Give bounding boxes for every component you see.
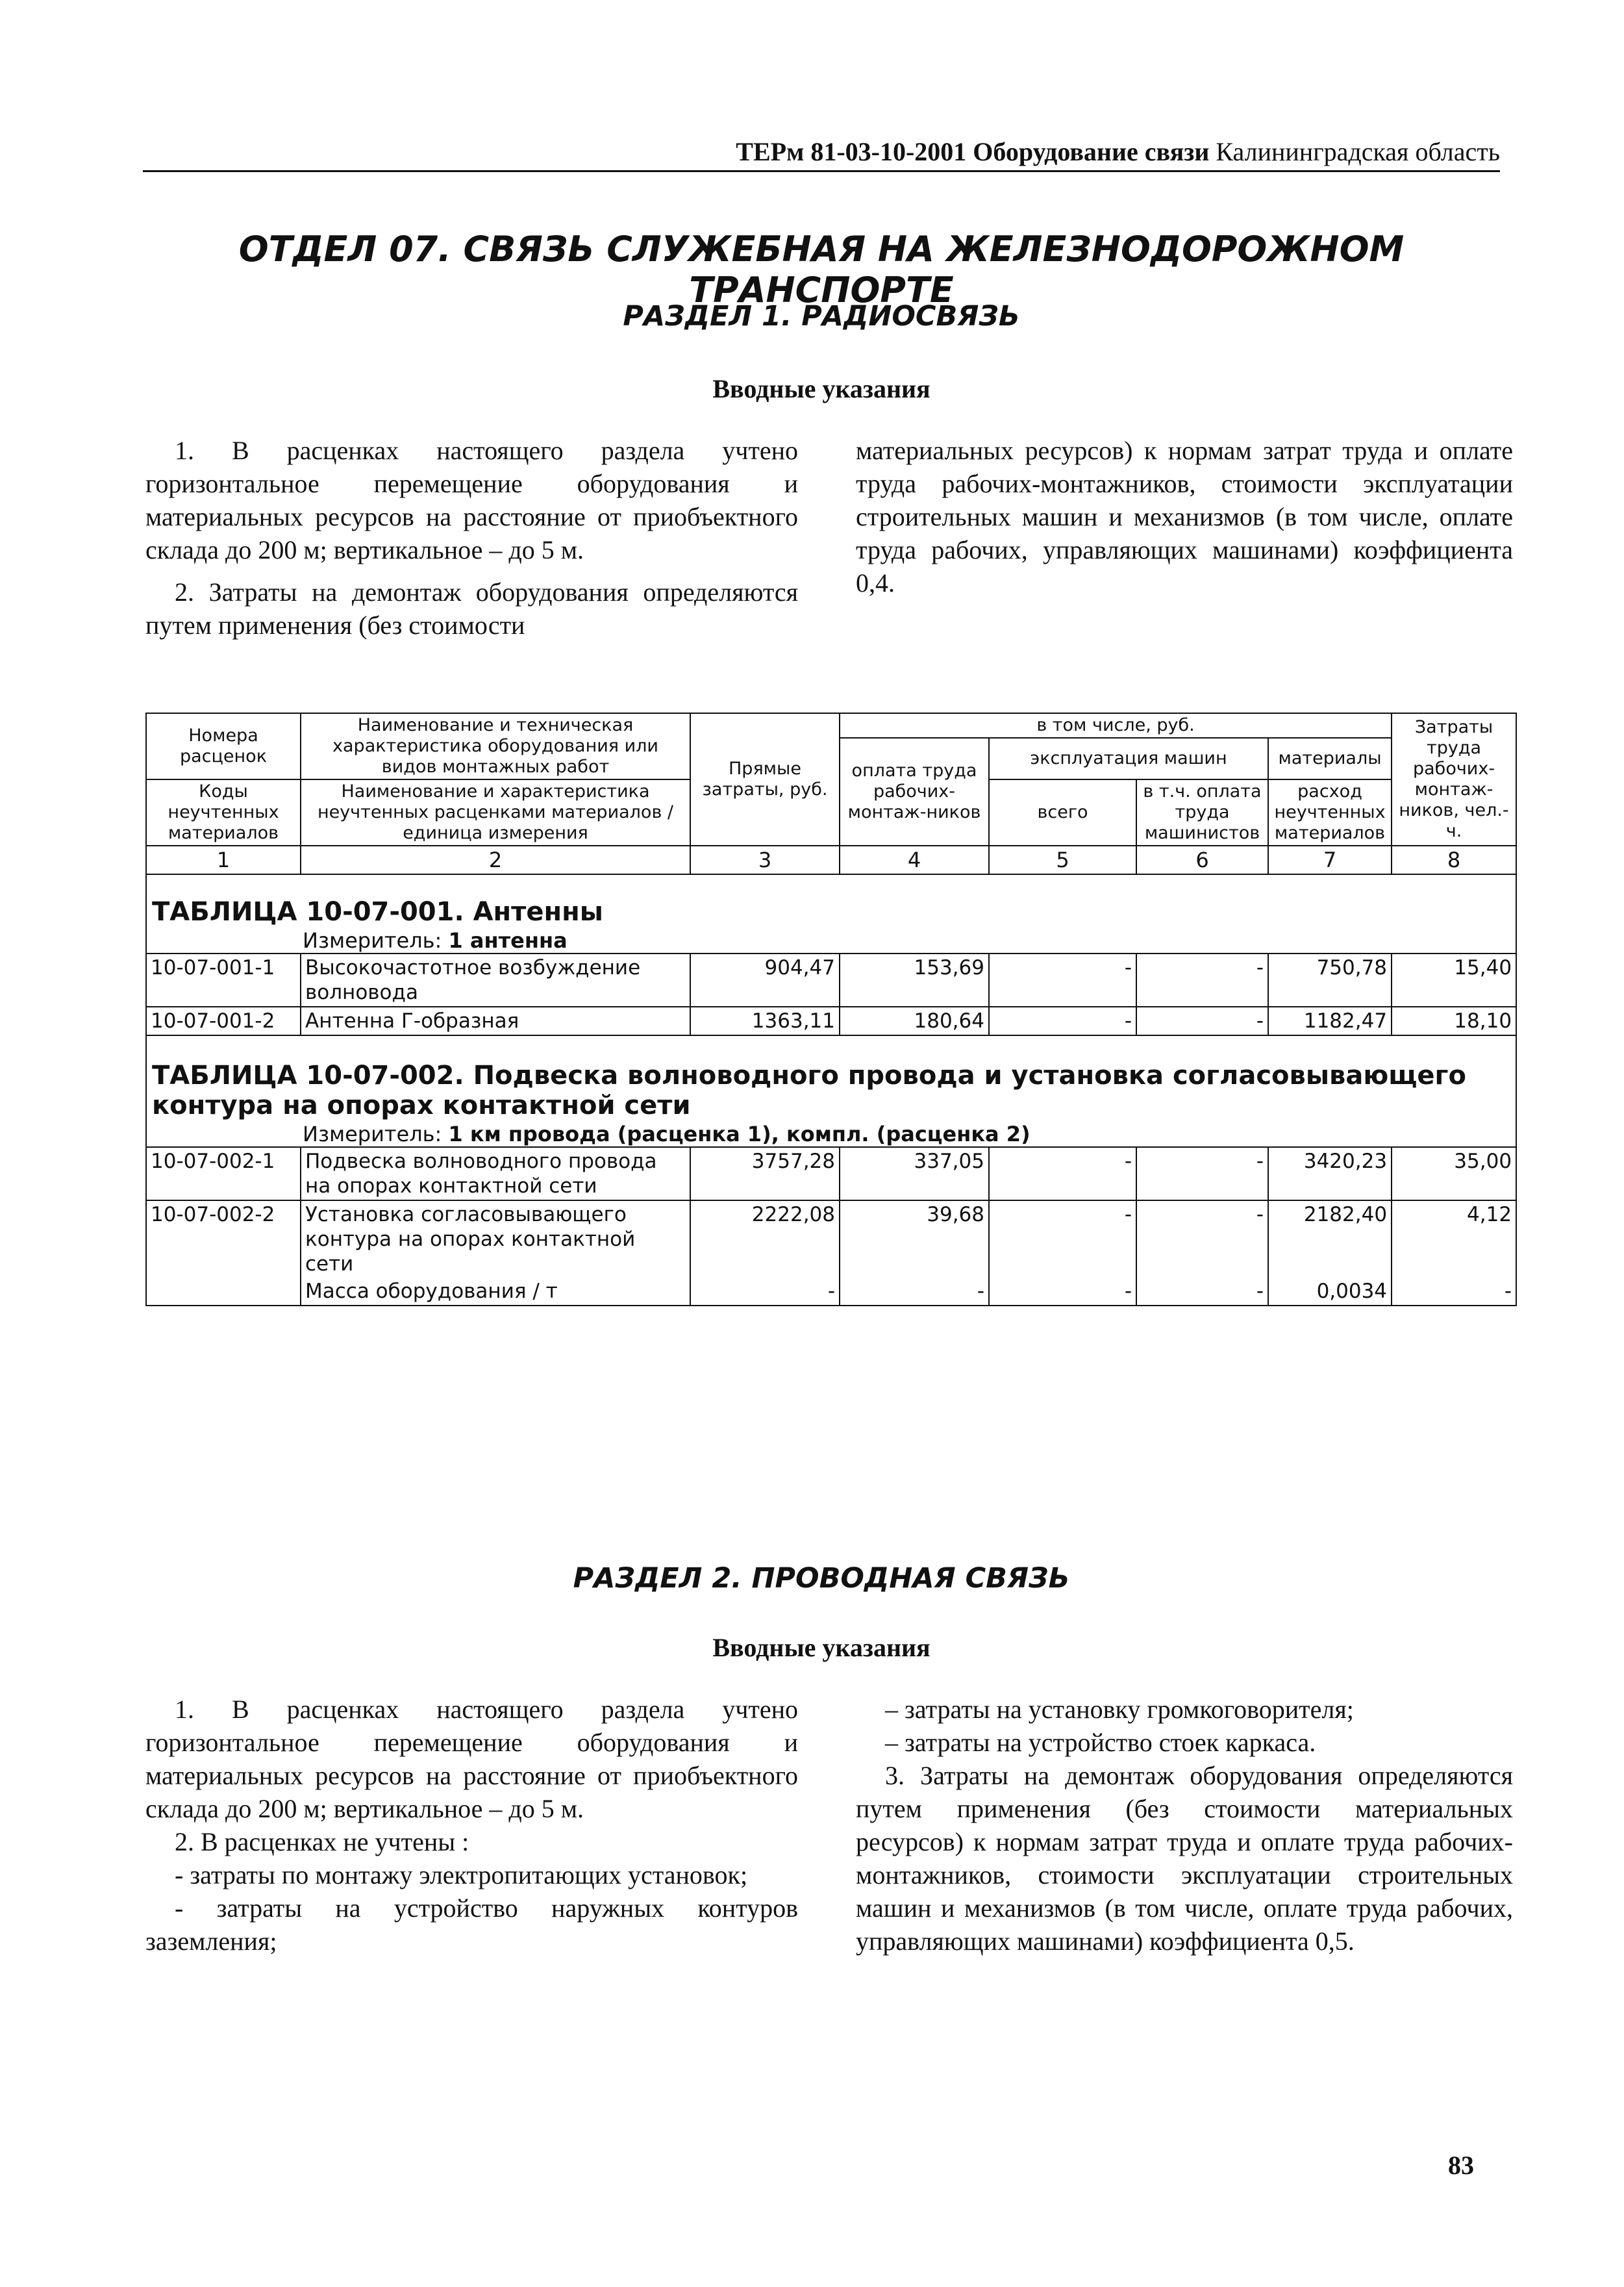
materials-cost: 3420,23 — [1268, 1147, 1392, 1200]
machinists-pay: - — [1136, 1007, 1268, 1035]
group-meter — [146, 1122, 1516, 1147]
machines-total: - — [989, 1007, 1136, 1035]
materials-cost: 0,0034 — [1268, 1278, 1392, 1306]
hdr-labor-hours: Затраты труда рабочих-монтаж-ников, чел.-ч. — [1392, 713, 1516, 846]
machines-total: - — [989, 1278, 1136, 1306]
labor-hours: 18,10 — [1392, 1007, 1516, 1035]
col-num: 6 — [1136, 846, 1268, 874]
hdr-materials-cost: расход неучтенных материалов — [1268, 779, 1392, 846]
hdr-direct-costs: Прямые затраты, руб. — [690, 713, 840, 846]
labor-pay: 39,68 — [840, 1200, 989, 1278]
section2-item-1: - затраты по монтажу электропитающих установок; — [175, 1860, 748, 1889]
materials-cost: 2182,40 — [1268, 1200, 1392, 1278]
hdr-including: в том числе, руб. — [840, 713, 1392, 738]
hdr-materials: материалы — [1268, 738, 1392, 779]
group-meter-row — [146, 1122, 1516, 1147]
section1-para-1: 1. В расценках настоящего раздела учтено горизонтальное перемещение оборудования и материальных ресурсов на расстояние от приобъектного склада до 200 м; вертикальное – до 5 м. — [145, 436, 798, 564]
labor-hours: - — [1392, 1278, 1516, 1306]
labor-pay: 337,05 — [840, 1147, 989, 1200]
machinists-pay: - — [1136, 1200, 1268, 1278]
machines-total: - — [989, 1147, 1136, 1200]
rate-name: Установка согласовывающего контура на опорах контактной сети — [301, 1200, 690, 1278]
machinists-pay: - — [1136, 1147, 1268, 1200]
column-numbers-row — [146, 846, 1516, 874]
section2-item-4: – затраты на устройство стоек каркаса. — [885, 1728, 1316, 1757]
labor-hours: 4,12 — [1392, 1200, 1516, 1278]
table-row-material — [146, 1278, 1516, 1306]
group-meter — [146, 928, 1516, 954]
header-row-1 — [146, 713, 1516, 738]
table-row — [146, 1007, 1516, 1035]
materials-cost: 750,78 — [1268, 954, 1392, 1007]
group-meter-row — [146, 928, 1516, 954]
rate-code: 10-07-002-1 — [146, 1147, 301, 1200]
meter-value: 1 антенна — [448, 928, 568, 953]
table-row — [146, 1200, 1516, 1278]
labor-pay: 153,69 — [840, 954, 989, 1007]
labor-pay: - — [840, 1278, 989, 1306]
direct-costs: 904,47 — [690, 954, 840, 1007]
hdr-machines: эксплуатация машин — [989, 738, 1268, 779]
hdr-machinists-pay: в т.ч. оплата труда машинистов — [1136, 779, 1268, 846]
section2-right-column — [856, 1693, 1513, 1958]
col-num: 3 — [690, 846, 840, 874]
rate-code: 10-07-001-1 — [146, 954, 301, 1007]
hdr-rate-numbers: Номера расценок — [146, 713, 301, 779]
section1-right-column — [856, 434, 1513, 600]
header-region: Калининградская область — [1216, 137, 1500, 166]
meter-value: 1 км провода (расценка 1), компл. (расценка 2) — [448, 1122, 1031, 1146]
materials-cost: 1182,47 — [1268, 1007, 1392, 1035]
hdr-machines-total: всего — [989, 779, 1136, 846]
col-num: 8 — [1392, 846, 1516, 874]
section2-left-column — [145, 1693, 798, 1958]
meter-label: Измеритель: — [303, 928, 442, 953]
machines-total: - — [989, 1200, 1136, 1278]
col-num: 7 — [1268, 846, 1392, 874]
rate-name: Подвеска волноводного провода на опорах контактной сети — [301, 1147, 690, 1200]
rate-code: 10-07-001-2 — [146, 1007, 301, 1035]
machinists-pay: - — [1136, 1278, 1268, 1306]
page-number: 83 — [1448, 2151, 1474, 2180]
material-name: Масса оборудования / т — [301, 1278, 690, 1306]
section1-left-column — [145, 434, 798, 642]
hdr-codes: Коды неучтенных материалов — [146, 779, 301, 846]
rates-table — [145, 713, 1517, 1306]
section2-para-3: 3. Затраты на демонтаж оборудования определяются путем применения (без стоимости материальных ресурсов) к нормам затрат труда и оплате труда рабочих-монтажников, стоимости эксплуатации строительных машин и механизмов (в том числе, оплате труда рабочих, управляющих машинами) коэффициента 0,5. — [856, 1761, 1513, 1956]
table-row — [146, 954, 1516, 1007]
direct-costs: - — [690, 1278, 840, 1306]
hdr-name-bottom: Наименование и характеристика неучтенных расценками материалов / единица измерения — [301, 779, 690, 846]
section1-title: РАЗДЕЛ 1. РАДИОСВЯЗЬ — [623, 300, 1020, 333]
labor-pay: 180,64 — [840, 1007, 989, 1035]
running-header — [143, 136, 1500, 169]
col-num: 2 — [301, 846, 690, 874]
rate-name: Высокочастотное возбуждение волновода — [301, 954, 690, 1007]
section1-para-2-continued: материальных ресурсов) к нормам затрат труда и оплате труда рабочих-монтажников, стоимости эксплуатации строительных машин и механизмов (в том числе, оплате труда рабочих, управляющих машинами) коэффициента 0,4. — [856, 436, 1513, 598]
section2-title: РАЗДЕЛ 2. ПРОВОДНАЯ СВЯЗЬ — [573, 1562, 1070, 1595]
col-num: 1 — [146, 846, 301, 874]
table-row — [146, 1147, 1516, 1200]
department-title: ОТДЕЛ 07. СВЯЗЬ СЛУЖЕБНАЯ НА ЖЕЛЕЗНОДОРОЖНОМ ТРАНСПОРТЕ — [238, 229, 1405, 310]
group-title: ТАБЛИЦА 10-07-002. Подвеска волноводного провода и установка согласовывающего контура на опорах контактной сети — [146, 1035, 1516, 1122]
col-num: 5 — [989, 846, 1136, 874]
section2-intro-title: Вводные указания — [712, 1633, 931, 1662]
machinists-pay: - — [1136, 954, 1268, 1007]
col-num: 4 — [840, 846, 989, 874]
hdr-labor-pay: оплата труда рабочих-монтаж-ников — [840, 738, 989, 846]
header-topic: Оборудование связи — [973, 137, 1210, 166]
group-title-row — [146, 1035, 1516, 1122]
labor-hours: 35,00 — [1392, 1147, 1516, 1200]
rate-name: Антенна Г-образная — [301, 1007, 690, 1035]
rate-code: 10-07-002-2 — [146, 1200, 301, 1306]
direct-costs: 2222,08 — [690, 1200, 840, 1278]
section2-para-1: 1. В расценках настоящего раздела учтено горизонтальное перемещение оборудования и материальных ресурсов на расстояние от приобъектного склада до 200 м; вертикальное – до 5 м. — [145, 1695, 798, 1823]
header-rule — [143, 170, 1500, 172]
group-title: ТАБЛИЦА 10-07-001. Антенны — [146, 874, 1516, 928]
hdr-name-top: Наименование и техническая характеристика оборудования или видов монтажных работ — [301, 713, 690, 779]
section2-item-2: - затраты на устройство наружных контуров заземления; — [145, 1893, 798, 1956]
meter-label: Измеритель: — [303, 1122, 442, 1146]
machines-total: - — [989, 954, 1136, 1007]
section2-item-3: – затраты на установку громкоговорителя; — [885, 1695, 1354, 1724]
section1-intro-title: Вводные указания — [712, 374, 931, 403]
direct-costs: 3757,28 — [690, 1147, 840, 1200]
header-code: ТЕРм 81-03-10-2001 — [736, 137, 967, 166]
section2-para-2: 2. В расценках не учтены : — [175, 1827, 469, 1856]
direct-costs: 1363,11 — [690, 1007, 840, 1035]
labor-hours: 15,40 — [1392, 954, 1516, 1007]
section1-para-2: 2. Затраты на демонтаж оборудования определяются путем применения (без стоимости — [145, 577, 798, 640]
group-title-row — [146, 874, 1516, 928]
